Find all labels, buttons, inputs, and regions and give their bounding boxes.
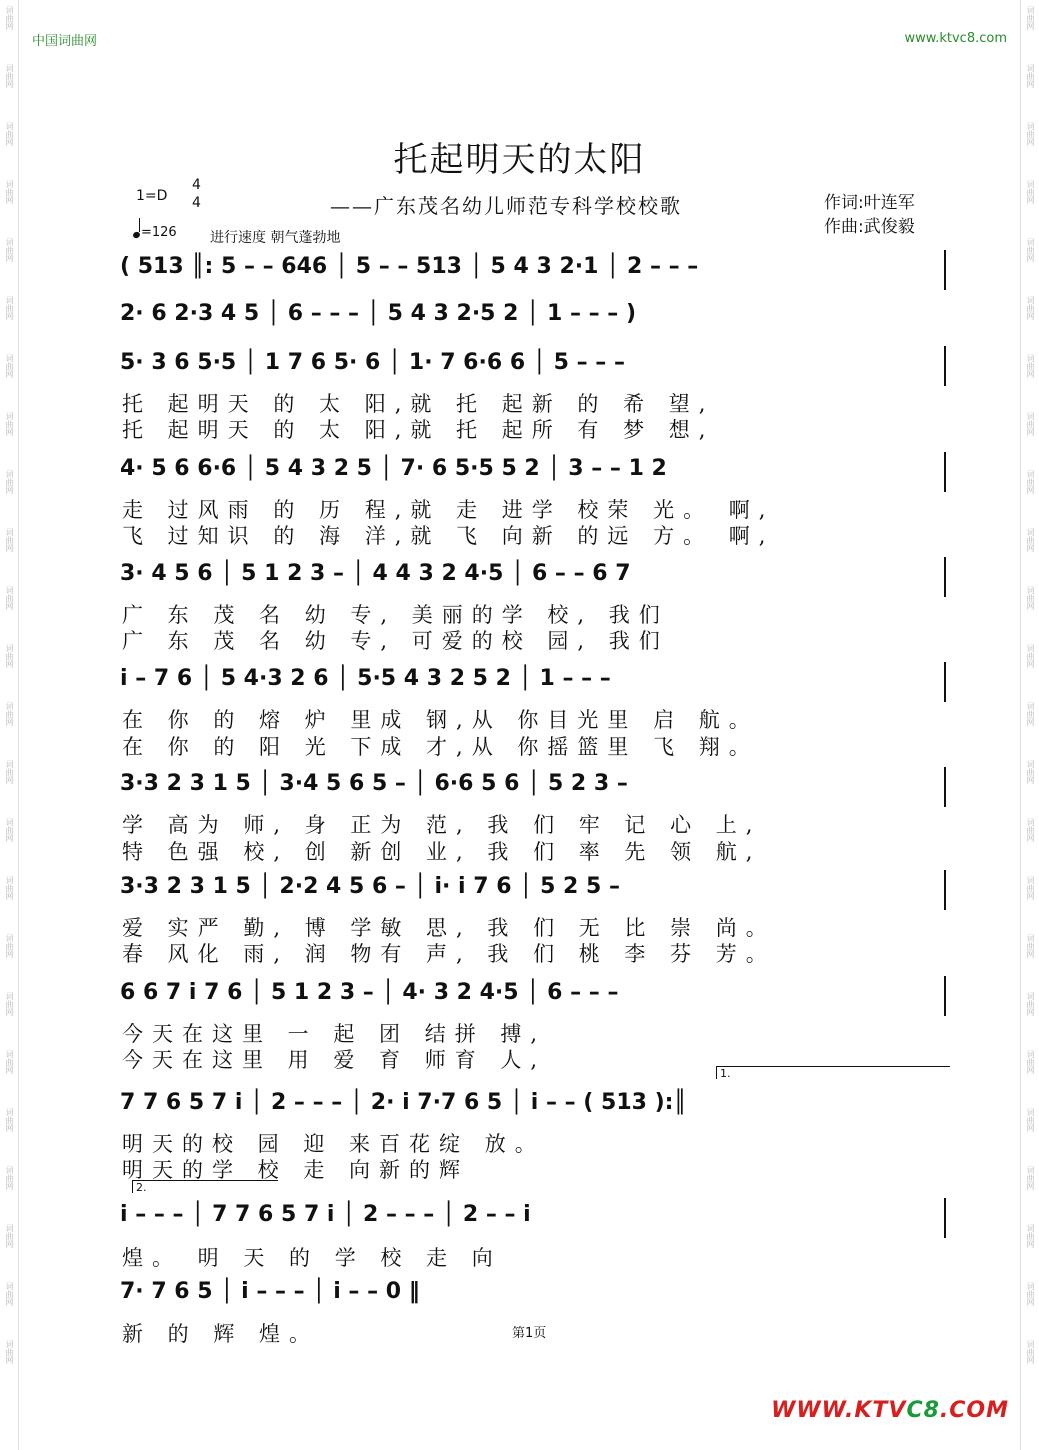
side-watermark-text: 词曲网 <box>5 876 14 900</box>
staff-row-11 <box>120 1198 950 1238</box>
barline <box>944 1198 946 1238</box>
notation-row-9: 6 6 7 i 7 6 │ 5 1 2 3 – │ 4· 3 2 4·5 │ 6 – – – <box>120 980 619 1005</box>
side-watermark-text: 词曲网 <box>1026 1166 1035 1190</box>
lyrics-row-10-verse-2: 明天的学 校 走 向新的辉 <box>122 1158 470 1182</box>
side-watermark-text: 词曲网 <box>1026 992 1035 1016</box>
side-watermark-text: 词曲网 <box>5 6 14 30</box>
barline <box>944 662 946 702</box>
barline <box>944 346 946 386</box>
lyrics-row-12-verse-1: 新 的 辉 煌。 <box>122 1322 320 1346</box>
side-watermark-text: 词曲网 <box>5 760 14 784</box>
left-border <box>18 0 19 1450</box>
notation-row-4: 4· 5 6 6·6 │ 5 4 3 2 5 │ 7· 6 5·5 5 2 │ 3 – – 1 2 <box>120 456 667 481</box>
lyrics-row-9-verse-1: 今天在这里 一 起 团 结拼 搏, <box>122 1022 547 1046</box>
side-watermark-text: 词曲网 <box>1026 1108 1035 1132</box>
side-watermark-text: 词曲网 <box>1026 818 1035 842</box>
song-subtitle: ——广东茂名幼儿师范专科学校校歌 <box>330 194 682 218</box>
ktvc8-watermark-logo <box>771 1398 1009 1423</box>
side-watermark-text: 词曲网 <box>1026 760 1035 784</box>
side-watermark-text: 词曲网 <box>1026 296 1035 320</box>
side-watermark-text: 词曲网 <box>1026 1340 1035 1364</box>
side-watermark-text: 词曲网 <box>5 702 14 726</box>
notation-row-8: 3·3 2 3 1 5 │ 2·2 4 5 6 – │ i· i 7 6 │ 5 2 5 – <box>120 874 620 899</box>
side-watermark-text: 词曲网 <box>5 296 14 320</box>
watermark-part-b: C8 <box>906 1398 940 1423</box>
side-watermark-text: 词曲网 <box>1026 180 1035 204</box>
barline <box>944 557 946 597</box>
staff-row-12 <box>120 1275 950 1315</box>
side-watermark-text: 词曲网 <box>1026 64 1035 88</box>
lyrics-row-5-verse-1: 广 东 茂 名 幼 专, 美丽的学 校, 我们 <box>122 603 669 627</box>
lyrics-row-10-verse-1: 明天的校 园 迎 来百花绽 放。 <box>122 1132 545 1156</box>
side-watermark-text: 词曲网 <box>5 1166 14 1190</box>
first-ending-bracket <box>716 1066 950 1079</box>
side-watermark-text: 词曲网 <box>5 644 14 668</box>
side-watermark-text: 词曲网 <box>5 1108 14 1132</box>
tempo-value: =126 <box>141 225 177 240</box>
site-url-right[interactable]: www.ktvc8.com <box>904 31 1007 46</box>
notation-row-3: 5· 3 6 5·5 │ 1 7 6 5· 6 │ 1· 7 6·6 6 │ 5 – – – <box>120 350 625 375</box>
side-watermark-text: 词曲网 <box>1026 1282 1035 1306</box>
staff-row-8 <box>120 870 950 910</box>
right-border <box>1020 0 1021 1450</box>
time-signature-top: 4 <box>192 177 201 193</box>
side-watermark-text: 词曲网 <box>5 122 14 146</box>
staff-row-6 <box>120 662 950 702</box>
site-name-left[interactable]: 中国词曲网 <box>32 34 98 49</box>
note-stem <box>139 218 140 232</box>
quarter-note-icon <box>132 231 141 239</box>
staff-row-4 <box>120 452 950 492</box>
left-watermark-strip <box>2 0 16 1450</box>
side-watermark-text: 词曲网 <box>5 412 14 436</box>
lyrics-row-4-verse-2: 飞 过知识 的 海 洋,就 飞 向新 的远 方。 啊, <box>122 524 775 548</box>
side-watermark-text: 词曲网 <box>1026 876 1035 900</box>
lyrics-row-6-verse-1: 在 你 的 熔 炉 里成 钢,从 你目光里 启 航。 <box>122 708 759 732</box>
staff-row-10 <box>120 1086 950 1126</box>
side-watermark-text: 词曲网 <box>5 586 14 610</box>
side-watermark-text: 词曲网 <box>5 1340 14 1364</box>
side-watermark-text: 词曲网 <box>5 528 14 552</box>
notation-row-1: ( 513 ║: 5 – – 646 │ 5 – – 513 │ 5 4 3 2·1 │ 2 – – – <box>120 254 699 279</box>
lyrics-row-3-verse-2: 托 起明天 的 太 阳,就 托 起所 有 梦 想, <box>122 418 715 442</box>
lyrics-row-5-verse-2: 广 东 茂 名 幼 专, 可爱的校 园, 我们 <box>122 629 669 653</box>
key-signature: 1=D <box>136 188 168 204</box>
staff-row-5 <box>120 557 950 597</box>
side-watermark-text: 词曲网 <box>1026 122 1035 146</box>
side-watermark-text: 词曲网 <box>1026 1050 1035 1074</box>
notation-row-2: 2· 6 2·3 4 5 │ 6 – – – │ 5 4 3 2·5 2 │ 1 – – – ) <box>120 301 637 326</box>
lyrics-row-3-verse-1: 托 起明天 的 太 阳,就 托 起新 的 希 望, <box>122 392 715 416</box>
barline <box>944 976 946 1016</box>
expression-marking: 进行速度 朝气蓬勃地 <box>210 230 341 246</box>
lyrics-row-7-verse-2: 特 色强 校, 创 新创 业, 我 们 率 先 领 航, <box>122 840 762 864</box>
side-watermark-text: 词曲网 <box>5 64 14 88</box>
side-watermark-text: 词曲网 <box>5 238 14 262</box>
notation-row-10: 7 7 6 5 7 i │ 2 – – – │ 2· i 7·7 6 5 │ i – – ( 513 ):║ <box>120 1090 687 1115</box>
lyrics-row-6-verse-2: 在 你 的 阳 光 下成 才,从 你摇篮里 飞 翔。 <box>122 735 759 759</box>
staff-row-2 <box>120 297 950 337</box>
side-watermark-text: 词曲网 <box>1026 6 1035 30</box>
side-watermark-text: 词曲网 <box>1026 354 1035 378</box>
barline <box>944 452 946 492</box>
side-watermark-text: 词曲网 <box>1026 528 1035 552</box>
lyrics-row-8-verse-1: 爱 实严 勤, 博 学敏 思, 我 们 无 比 崇 尚。 <box>122 916 776 940</box>
side-watermark-text: 词曲网 <box>5 1282 14 1306</box>
notation-row-12: 7· 7 6 5 │ i – – – │ i – – 0 ‖ <box>120 1279 420 1304</box>
notation-row-11: i – – – │ 7 7 6 5 7 i │ 2 – – – │ 2 – – i <box>120 1202 531 1227</box>
staff-row-9 <box>120 976 950 1016</box>
second-ending-bracket <box>132 1180 278 1193</box>
side-watermark-text: 词曲网 <box>5 992 14 1016</box>
side-watermark-text: 词曲网 <box>5 1224 14 1248</box>
lyrics-row-4-verse-1: 走 过风雨 的 历 程,就 走 进学 校荣 光。 啊, <box>122 498 775 522</box>
lyrics-row-8-verse-2: 春 风化 雨, 润 物有 声, 我 们 桃 李 芬 芳。 <box>122 942 776 966</box>
second-ending-label: 2. <box>136 1181 147 1194</box>
lyrics-row-9-verse-2: 今天在这里 用 爱 育 师育 人, <box>122 1048 547 1072</box>
staff-row-1 <box>120 250 950 290</box>
composer-credit: 作曲:武俊毅 <box>824 217 915 237</box>
side-watermark-text: 词曲网 <box>5 470 14 494</box>
lyrics-row-7-verse-1: 学 高为 师, 身 正为 范, 我 们 牢 记 心 上, <box>122 813 762 837</box>
barline <box>944 767 946 807</box>
barline <box>944 870 946 910</box>
notation-row-5: 3· 4 5 6 │ 5 1 2 3 – │ 4 4 3 2 4·5 │ 6 – – 6 7 <box>120 561 631 586</box>
side-watermark-text: 词曲网 <box>5 354 14 378</box>
side-watermark-text: 词曲网 <box>1026 238 1035 262</box>
watermark-part-a: WWW.KTV <box>771 1398 907 1423</box>
side-watermark-text: 词曲网 <box>1026 412 1035 436</box>
lyricist-credit: 作词:叶连军 <box>824 193 915 213</box>
side-watermark-text: 词曲网 <box>1026 644 1035 668</box>
song-title: 托起明天的太阳 <box>393 140 646 180</box>
time-signature-bottom: 4 <box>192 195 201 211</box>
notation-row-6: i – 7 6 │ 5 4·3 2 6 │ 5·5 4 3 2 5 2 │ 1 – – – <box>120 666 611 691</box>
side-watermark-text: 词曲网 <box>5 934 14 958</box>
side-watermark-text: 词曲网 <box>1026 702 1035 726</box>
time-signature <box>192 176 201 212</box>
side-watermark-text: 词曲网 <box>5 180 14 204</box>
tempo-marking <box>133 222 177 240</box>
side-watermark-text: 词曲网 <box>5 818 14 842</box>
side-watermark-text: 词曲网 <box>1026 470 1035 494</box>
side-watermark-text: 词曲网 <box>5 1050 14 1074</box>
first-ending-label: 1. <box>720 1067 731 1080</box>
staff-row-3 <box>120 346 950 386</box>
lyrics-row-11-verse-1: 煌。 明 天 的 学 校 走 向 <box>122 1246 502 1270</box>
side-watermark-text: 词曲网 <box>1026 934 1035 958</box>
side-watermark-text: 词曲网 <box>1026 586 1035 610</box>
notation-row-7: 3·3 2 3 1 5 │ 3·4 5 6 5 – │ 6·6 5 6 │ 5 2 3 – <box>120 771 628 796</box>
page-number: 第1页 <box>512 1326 547 1341</box>
right-watermark-strip <box>1023 0 1037 1450</box>
watermark-part-c: .COM <box>939 1398 1009 1423</box>
barline <box>944 250 946 290</box>
staff-row-7 <box>120 767 950 807</box>
side-watermark-text: 词曲网 <box>1026 1224 1035 1248</box>
